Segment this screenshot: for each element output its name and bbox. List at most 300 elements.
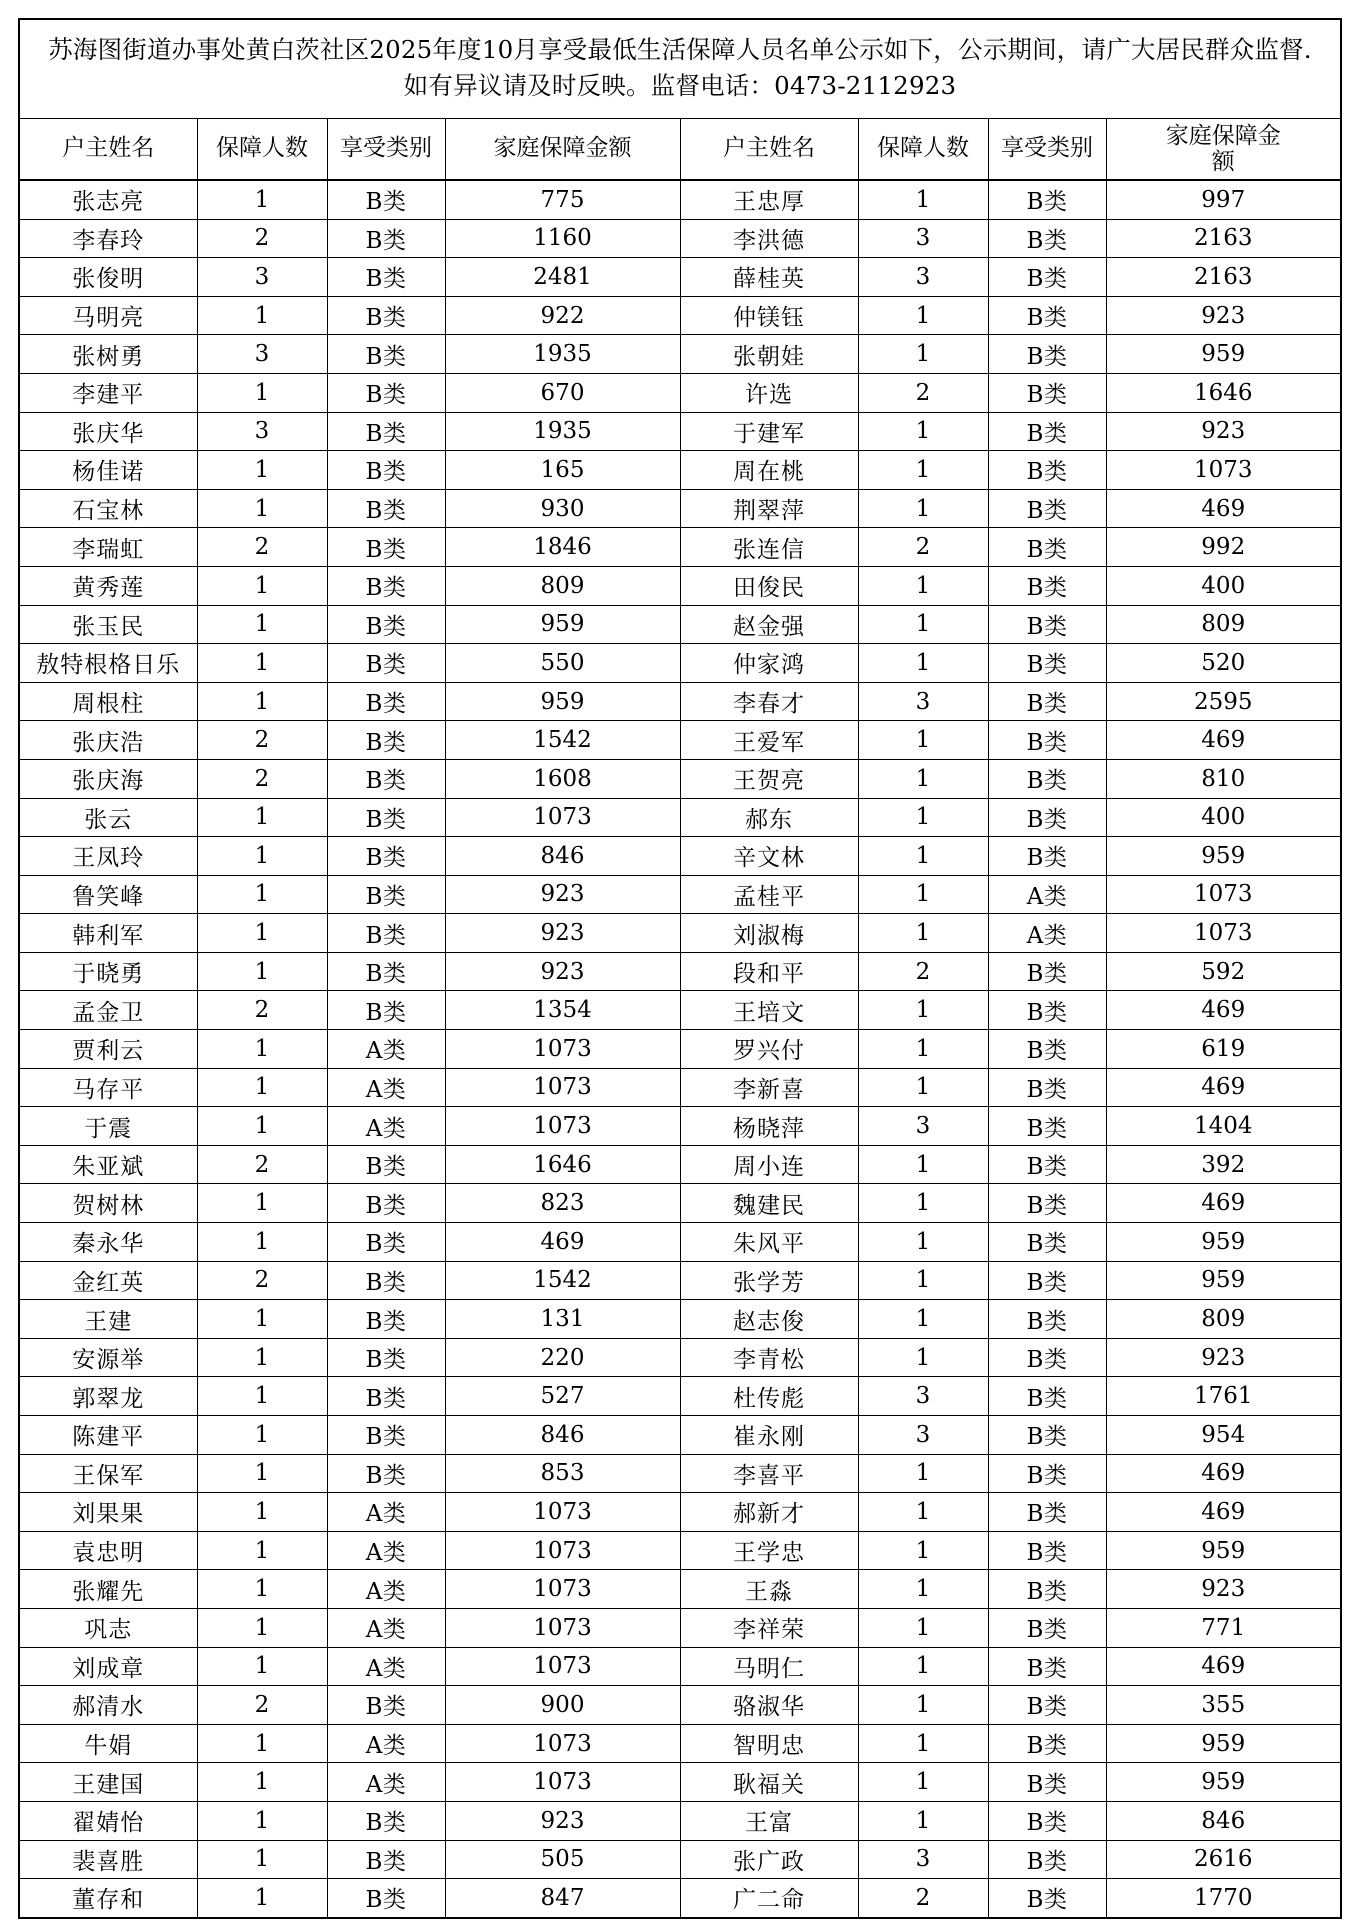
cell-amount-left: 550 — [445, 644, 680, 683]
cell-amount-right: 1761 — [1106, 1377, 1341, 1416]
cell-count-left: 2 — [197, 219, 327, 258]
cell-name-left: 郝清水 — [19, 1686, 197, 1725]
cell-count-right: 1 — [858, 1454, 988, 1493]
cell-count-right: 1 — [858, 1261, 988, 1300]
cell-category-left: B类 — [327, 180, 445, 219]
cell-name-right: 王忠厚 — [680, 180, 858, 219]
cell-category-left: B类 — [327, 605, 445, 644]
table-row — [19, 1223, 1341, 1262]
cell-name-left: 董存和 — [19, 1879, 197, 1918]
cell-category-right: B类 — [988, 1493, 1106, 1532]
cell-category-left: A类 — [327, 1107, 445, 1146]
cell-amount-left: 959 — [445, 605, 680, 644]
cell-amount-right: 2595 — [1106, 682, 1341, 721]
cell-count-right: 1 — [858, 837, 988, 876]
cell-name-left: 牛娟 — [19, 1724, 197, 1763]
cell-count-left: 1 — [197, 1531, 327, 1570]
cell-count-left: 1 — [197, 1338, 327, 1377]
cell-name-right: 郝东 — [680, 798, 858, 837]
cell-name-right: 王学忠 — [680, 1531, 858, 1570]
cell-category-right: B类 — [988, 1801, 1106, 1840]
header-count-left: 保障人数 — [197, 119, 327, 181]
cell-count-left: 1 — [197, 1570, 327, 1609]
cell-amount-left: 1160 — [445, 219, 680, 258]
cell-name-right: 张学芳 — [680, 1261, 858, 1300]
cell-category-right: B类 — [988, 1608, 1106, 1647]
cell-count-left: 1 — [197, 1763, 327, 1802]
cell-name-left: 张云 — [19, 798, 197, 837]
cell-category-left: A类 — [327, 1724, 445, 1763]
cell-amount-left: 959 — [445, 682, 680, 721]
cell-name-left: 安源举 — [19, 1338, 197, 1377]
cell-amount-left: 1935 — [445, 335, 680, 374]
cell-name-left: 金红英 — [19, 1261, 197, 1300]
cell-count-right: 1 — [858, 1068, 988, 1107]
cell-category-left: B类 — [327, 952, 445, 991]
cell-category-left: B类 — [327, 528, 445, 567]
cell-amount-left: 900 — [445, 1686, 680, 1725]
cell-amount-left: 775 — [445, 180, 680, 219]
table-row — [19, 296, 1341, 335]
cell-amount-left: 1542 — [445, 1261, 680, 1300]
cell-category-left: B类 — [327, 914, 445, 953]
cell-category-right: B类 — [988, 1107, 1106, 1146]
cell-amount-right: 469 — [1106, 1184, 1341, 1223]
cell-amount-left: 846 — [445, 1416, 680, 1455]
cell-name-right: 郝新才 — [680, 1493, 858, 1532]
cell-count-left: 1 — [197, 1107, 327, 1146]
cell-amount-left: 823 — [445, 1184, 680, 1223]
cell-category-left: B类 — [327, 1261, 445, 1300]
cell-count-left: 1 — [197, 1300, 327, 1339]
cell-name-right: 杨晓萍 — [680, 1107, 858, 1146]
cell-count-left: 1 — [197, 1840, 327, 1879]
cell-name-right: 李新喜 — [680, 1068, 858, 1107]
table-row — [19, 1801, 1341, 1840]
cell-count-right: 1 — [858, 759, 988, 798]
cell-amount-left: 1073 — [445, 1531, 680, 1570]
table-row — [19, 837, 1341, 876]
cell-count-right: 1 — [858, 1223, 988, 1262]
cell-count-right: 3 — [858, 1377, 988, 1416]
table-row — [19, 566, 1341, 605]
cell-name-right: 张广政 — [680, 1840, 858, 1879]
header-category-left: 享受类别 — [327, 119, 445, 181]
cell-amount-left: 1646 — [445, 1145, 680, 1184]
cell-category-left: B类 — [327, 489, 445, 528]
table-row — [19, 1686, 1341, 1725]
cell-name-left: 孟金卫 — [19, 991, 197, 1030]
cell-name-left: 翟婧怡 — [19, 1801, 197, 1840]
cell-amount-right: 959 — [1106, 1223, 1341, 1262]
cell-count-left: 2 — [197, 528, 327, 567]
cell-name-left: 韩利军 — [19, 914, 197, 953]
cell-category-left: B类 — [327, 875, 445, 914]
cell-category-right: B类 — [988, 1647, 1106, 1686]
cell-name-left: 石宝林 — [19, 489, 197, 528]
cell-category-left: B类 — [327, 759, 445, 798]
table-row — [19, 1531, 1341, 1570]
cell-name-left: 黄秀莲 — [19, 566, 197, 605]
cell-amount-left: 1073 — [445, 798, 680, 837]
cell-count-right: 1 — [858, 566, 988, 605]
cell-name-left: 于震 — [19, 1107, 197, 1146]
table-row — [19, 1879, 1341, 1918]
cell-category-left: B类 — [327, 373, 445, 412]
cell-amount-left: 1608 — [445, 759, 680, 798]
cell-amount-left: 1846 — [445, 528, 680, 567]
cell-amount-right: 592 — [1106, 952, 1341, 991]
cell-count-left: 1 — [197, 296, 327, 335]
cell-category-right: B类 — [988, 1416, 1106, 1455]
cell-count-right: 3 — [858, 1107, 988, 1146]
cell-count-left: 1 — [197, 1068, 327, 1107]
cell-category-right: B类 — [988, 682, 1106, 721]
cell-name-left: 袁忠明 — [19, 1531, 197, 1570]
cell-category-left: B类 — [327, 1686, 445, 1725]
cell-name-left: 刘成章 — [19, 1647, 197, 1686]
cell-name-right: 赵金强 — [680, 605, 858, 644]
cell-count-left: 1 — [197, 1416, 327, 1455]
cell-name-left: 周根柱 — [19, 682, 197, 721]
cell-category-right: B类 — [988, 296, 1106, 335]
cell-amount-right: 469 — [1106, 1068, 1341, 1107]
cell-category-left: B类 — [327, 1416, 445, 1455]
cell-category-left: B类 — [327, 1338, 445, 1377]
cell-amount-right: 469 — [1106, 1454, 1341, 1493]
cell-name-left: 张庆海 — [19, 759, 197, 798]
cell-amount-right: 1770 — [1106, 1879, 1341, 1918]
notice-title-row — [19, 19, 1341, 119]
table-row — [19, 1107, 1341, 1146]
table-row — [19, 258, 1341, 297]
cell-category-right: B类 — [988, 721, 1106, 760]
cell-category-left: B类 — [327, 1145, 445, 1184]
cell-name-right: 崔永刚 — [680, 1416, 858, 1455]
cell-name-left: 王凤玲 — [19, 837, 197, 876]
table-row — [19, 335, 1341, 374]
cell-name-left: 李春玲 — [19, 219, 197, 258]
cell-amount-left: 1073 — [445, 1608, 680, 1647]
cell-count-right: 1 — [858, 1763, 988, 1802]
cell-count-right: 1 — [858, 1493, 988, 1532]
cell-name-left: 张庆浩 — [19, 721, 197, 760]
table-row — [19, 1300, 1341, 1339]
cell-count-left: 2 — [197, 991, 327, 1030]
cell-category-right: B类 — [988, 837, 1106, 876]
notice-title: 苏海图街道办事处黄白茨社区2025年度10月享受最低生活保障人员名单公示如下，公示期间，请广大居民群众监督.如有异议请及时反映。监督电话：0473-2112923 — [19, 19, 1341, 119]
cell-amount-right: 959 — [1106, 1724, 1341, 1763]
cell-category-right: B类 — [988, 759, 1106, 798]
table-row — [19, 1145, 1341, 1184]
cell-count-right: 1 — [858, 1801, 988, 1840]
cell-amount-left: 1073 — [445, 1030, 680, 1069]
table-row — [19, 412, 1341, 451]
cell-category-right: B类 — [988, 1068, 1106, 1107]
cell-name-right: 朱风平 — [680, 1223, 858, 1262]
cell-category-right: B类 — [988, 1840, 1106, 1879]
cell-category-right: B类 — [988, 219, 1106, 258]
cell-name-right: 王淼 — [680, 1570, 858, 1609]
cell-category-right: B类 — [988, 644, 1106, 683]
cell-name-right: 杜传彪 — [680, 1377, 858, 1416]
table-row — [19, 1570, 1341, 1609]
table-row — [19, 528, 1341, 567]
cell-amount-left: 846 — [445, 837, 680, 876]
cell-name-right: 于建军 — [680, 412, 858, 451]
cell-count-right: 1 — [858, 1184, 988, 1223]
cell-category-left: B类 — [327, 721, 445, 760]
cell-amount-left: 923 — [445, 914, 680, 953]
cell-category-left: B类 — [327, 837, 445, 876]
cell-amount-left: 505 — [445, 1840, 680, 1879]
cell-count-right: 1 — [858, 296, 988, 335]
cell-count-left: 1 — [197, 1879, 327, 1918]
cell-amount-right: 520 — [1106, 644, 1341, 683]
cell-name-left: 王建国 — [19, 1763, 197, 1802]
cell-name-left: 秦永华 — [19, 1223, 197, 1262]
cell-name-right: 许选 — [680, 373, 858, 412]
cell-amount-right: 469 — [1106, 1647, 1341, 1686]
cell-count-right: 3 — [858, 258, 988, 297]
cell-amount-right: 771 — [1106, 1608, 1341, 1647]
cell-category-left: A类 — [327, 1531, 445, 1570]
cell-name-left: 朱亚斌 — [19, 1145, 197, 1184]
cell-category-left: B类 — [327, 644, 445, 683]
cell-name-left: 张俊明 — [19, 258, 197, 297]
cell-amount-left: 220 — [445, 1338, 680, 1377]
cell-amount-right: 1073 — [1106, 451, 1341, 490]
cell-count-right: 1 — [858, 721, 988, 760]
cell-category-right: B类 — [988, 1763, 1106, 1802]
cell-amount-left: 165 — [445, 451, 680, 490]
cell-count-left: 1 — [197, 1030, 327, 1069]
cell-category-left: B类 — [327, 335, 445, 374]
cell-name-right: 耿福关 — [680, 1763, 858, 1802]
cell-count-right: 1 — [858, 1531, 988, 1570]
table-row — [19, 180, 1341, 219]
cell-name-right: 张朝娃 — [680, 335, 858, 374]
cell-category-right: B类 — [988, 1454, 1106, 1493]
table-header-row — [19, 119, 1341, 181]
cell-amount-right: 1073 — [1106, 875, 1341, 914]
cell-count-right: 1 — [858, 644, 988, 683]
table-row — [19, 875, 1341, 914]
cell-category-right: B类 — [988, 1377, 1106, 1416]
cell-name-right: 仲镁钰 — [680, 296, 858, 335]
cell-amount-right: 959 — [1106, 1763, 1341, 1802]
cell-amount-left: 1073 — [445, 1570, 680, 1609]
cell-count-left: 1 — [197, 1493, 327, 1532]
cell-category-left: B类 — [327, 296, 445, 335]
cell-name-left: 于晓勇 — [19, 952, 197, 991]
cell-amount-left: 1073 — [445, 1724, 680, 1763]
cell-category-left: B类 — [327, 1454, 445, 1493]
cell-category-left: B类 — [327, 1840, 445, 1879]
header-name-right: 户主姓名 — [680, 119, 858, 181]
cell-amount-left: 853 — [445, 1454, 680, 1493]
cell-name-left: 敖特根格日乐 — [19, 644, 197, 683]
cell-category-left: A类 — [327, 1763, 445, 1802]
cell-count-right: 1 — [858, 798, 988, 837]
header-amount-right-line2: 额 — [1211, 149, 1235, 175]
cell-count-left: 1 — [197, 489, 327, 528]
cell-count-left: 1 — [197, 1647, 327, 1686]
cell-amount-left: 2481 — [445, 258, 680, 297]
cell-count-right: 1 — [858, 1608, 988, 1647]
cell-category-right: B类 — [988, 528, 1106, 567]
cell-amount-left: 923 — [445, 1801, 680, 1840]
cell-count-right: 1 — [858, 1030, 988, 1069]
cell-category-right: B类 — [988, 1724, 1106, 1763]
cell-count-right: 1 — [858, 1724, 988, 1763]
table-row — [19, 1647, 1341, 1686]
cell-count-left: 1 — [197, 644, 327, 683]
cell-amount-right: 469 — [1106, 1493, 1341, 1532]
cell-category-right: B类 — [988, 566, 1106, 605]
table-row — [19, 1763, 1341, 1802]
cell-name-right: 辛文林 — [680, 837, 858, 876]
cell-category-right: B类 — [988, 1686, 1106, 1725]
cell-category-left: B类 — [327, 1184, 445, 1223]
cell-count-right: 1 — [858, 451, 988, 490]
cell-name-right: 骆淑华 — [680, 1686, 858, 1725]
table-row — [19, 644, 1341, 683]
cell-name-right: 王贺亮 — [680, 759, 858, 798]
cell-category-left: B类 — [327, 412, 445, 451]
cell-count-left: 1 — [197, 1454, 327, 1493]
header-category-right: 享受类别 — [988, 119, 1106, 181]
cell-name-right: 李喜平 — [680, 1454, 858, 1493]
cell-name-left: 陈建平 — [19, 1416, 197, 1455]
cell-category-right: B类 — [988, 1184, 1106, 1223]
table-row — [19, 1840, 1341, 1879]
cell-category-right: B类 — [988, 798, 1106, 837]
cell-category-left: B类 — [327, 798, 445, 837]
table-row — [19, 1184, 1341, 1223]
cell-count-left: 1 — [197, 1377, 327, 1416]
cell-category-left: A类 — [327, 1647, 445, 1686]
cell-amount-left: 1073 — [445, 1493, 680, 1532]
cell-count-left: 3 — [197, 335, 327, 374]
cell-name-right: 赵志俊 — [680, 1300, 858, 1339]
cell-category-left: B类 — [327, 1801, 445, 1840]
cell-amount-left: 923 — [445, 875, 680, 914]
cell-name-right: 李祥荣 — [680, 1608, 858, 1647]
cell-amount-right: 923 — [1106, 296, 1341, 335]
cell-count-right: 1 — [858, 914, 988, 953]
cell-category-right: B类 — [988, 451, 1106, 490]
cell-count-right: 2 — [858, 1879, 988, 1918]
cell-category-right: B类 — [988, 952, 1106, 991]
cell-category-right: B类 — [988, 1300, 1106, 1339]
cell-count-right: 2 — [858, 373, 988, 412]
cell-category-left: B类 — [327, 1223, 445, 1262]
cell-name-right: 仲家鸿 — [680, 644, 858, 683]
cell-amount-right: 923 — [1106, 1338, 1341, 1377]
cell-count-left: 2 — [197, 759, 327, 798]
cell-name-left: 王保军 — [19, 1454, 197, 1493]
cell-name-left: 杨佳诺 — [19, 451, 197, 490]
cell-category-right: B类 — [988, 1879, 1106, 1918]
cell-amount-right: 355 — [1106, 1686, 1341, 1725]
cell-count-left: 1 — [197, 1184, 327, 1223]
cell-count-left: 1 — [197, 682, 327, 721]
table-row — [19, 682, 1341, 721]
cell-category-right: B类 — [988, 1030, 1106, 1069]
cell-count-left: 1 — [197, 373, 327, 412]
cell-category-right: A类 — [988, 875, 1106, 914]
table-row — [19, 1454, 1341, 1493]
table-row — [19, 1493, 1341, 1532]
cell-category-left: B类 — [327, 1879, 445, 1918]
table-row — [19, 759, 1341, 798]
cell-name-left: 裴喜胜 — [19, 1840, 197, 1879]
cell-count-left: 1 — [197, 1801, 327, 1840]
cell-amount-right: 846 — [1106, 1801, 1341, 1840]
table-row — [19, 721, 1341, 760]
cell-amount-right: 2163 — [1106, 219, 1341, 258]
cell-name-right: 王富 — [680, 1801, 858, 1840]
cell-category-left: B类 — [327, 258, 445, 297]
cell-amount-right: 992 — [1106, 528, 1341, 567]
cell-amount-left: 923 — [445, 952, 680, 991]
cell-count-left: 1 — [197, 1724, 327, 1763]
cell-amount-right: 400 — [1106, 566, 1341, 605]
cell-amount-right: 959 — [1106, 1261, 1341, 1300]
cell-count-right: 3 — [858, 682, 988, 721]
cell-name-left: 巩志 — [19, 1608, 197, 1647]
cell-amount-left: 1935 — [445, 412, 680, 451]
public-notice-table — [18, 18, 1342, 1919]
cell-category-left: B类 — [327, 566, 445, 605]
cell-amount-right: 1646 — [1106, 373, 1341, 412]
cell-amount-right: 959 — [1106, 837, 1341, 876]
cell-count-right: 3 — [858, 1840, 988, 1879]
cell-count-left: 1 — [197, 451, 327, 490]
cell-name-left: 李瑞虹 — [19, 528, 197, 567]
cell-name-left: 张志亮 — [19, 180, 197, 219]
cell-count-left: 1 — [197, 952, 327, 991]
table-row — [19, 798, 1341, 837]
cell-amount-right: 469 — [1106, 991, 1341, 1030]
cell-count-left: 1 — [197, 180, 327, 219]
cell-name-right: 王培文 — [680, 991, 858, 1030]
cell-name-right: 田俊民 — [680, 566, 858, 605]
cell-count-left: 1 — [197, 837, 327, 876]
table-row — [19, 489, 1341, 528]
cell-count-left: 2 — [197, 1686, 327, 1725]
cell-count-left: 2 — [197, 1145, 327, 1184]
cell-amount-right: 2163 — [1106, 258, 1341, 297]
table-row — [19, 1724, 1341, 1763]
cell-amount-right: 923 — [1106, 412, 1341, 451]
cell-count-left: 2 — [197, 721, 327, 760]
cell-count-right: 1 — [858, 1647, 988, 1686]
cell-category-left: B类 — [327, 219, 445, 258]
cell-category-left: B类 — [327, 682, 445, 721]
cell-amount-left: 1073 — [445, 1763, 680, 1802]
table-row — [19, 451, 1341, 490]
cell-name-right: 李青松 — [680, 1338, 858, 1377]
cell-count-left: 1 — [197, 875, 327, 914]
cell-category-left: A类 — [327, 1493, 445, 1532]
cell-name-right: 王爱军 — [680, 721, 858, 760]
header-amount-right-line1: 家庭保障金 — [1165, 122, 1281, 149]
cell-name-right: 刘淑梅 — [680, 914, 858, 953]
table-body — [19, 180, 1341, 1918]
table-row — [19, 1338, 1341, 1377]
